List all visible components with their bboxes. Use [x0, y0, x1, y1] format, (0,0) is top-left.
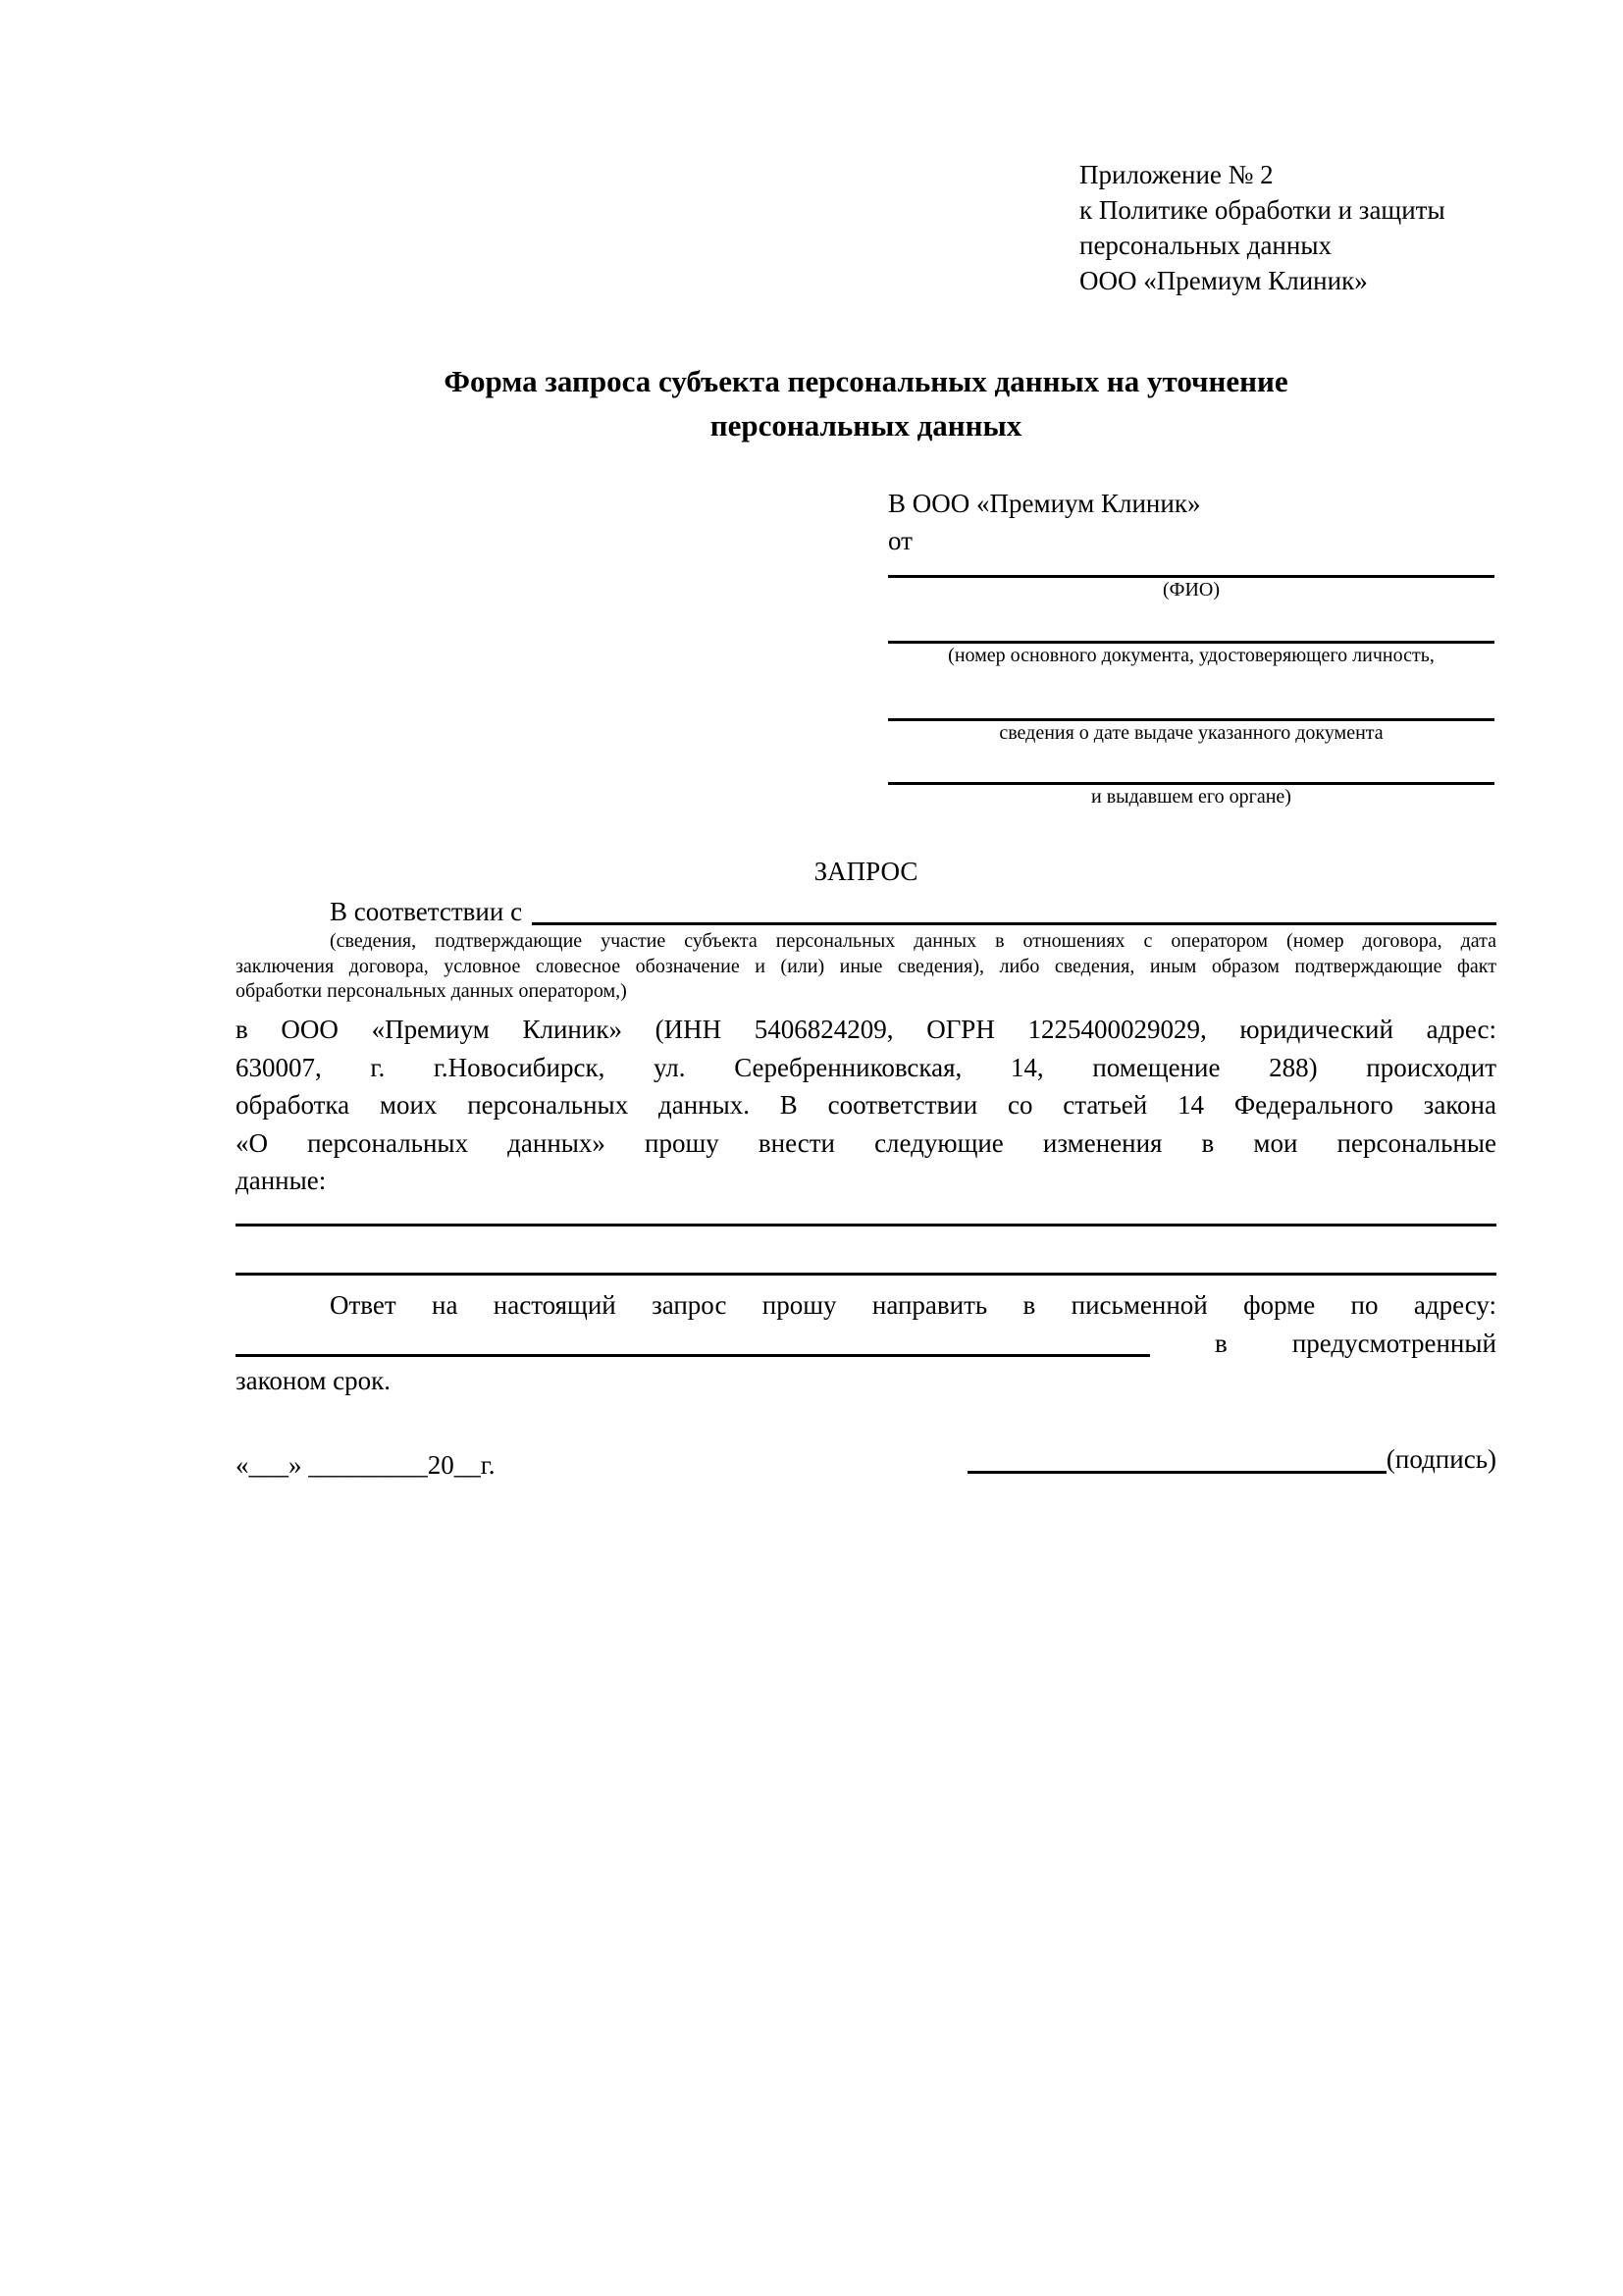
issue-date-blank-line [888, 667, 1494, 721]
body-line: в ООО «Премиум Клиник» (ИНН 5406824209, ОГРН 1225400029029, юридический адрес: [236, 1015, 1496, 1044]
addressee-block [888, 485, 1494, 809]
issuing-authority-caption: и выдавшем его органе) [1091, 786, 1291, 808]
fio-blank-line [888, 559, 1494, 578]
intro-line [236, 893, 1496, 930]
intro-footnote-line: обработки персональных данных оператором,) [236, 980, 627, 1002]
page-title [236, 359, 1496, 447]
doc-number-caption: (номер основного документа, удостоверяющего личность, [948, 645, 1435, 666]
reply-tail-word: в [1215, 1328, 1228, 1358]
intro-footnote [236, 929, 1496, 1005]
addressee-from-label: от [888, 526, 913, 555]
header-note-line: к Политике обработки и защиты [1079, 195, 1445, 225]
date-signature-row [236, 1440, 1496, 1484]
header-note-line: ООО «Премиум Клиник» [1079, 266, 1368, 295]
body-line: «О персональных данных» прошу внести следующие изменения в мои персональные [236, 1127, 1496, 1158]
basis-blank-line [532, 893, 1496, 925]
reply-line: Ответ на настоящий запрос прошу направить в письменной форме по адресу: [330, 1290, 1496, 1320]
intro-footnote-line: (сведения, подтверждающие участие субъекта персональных данных в отношениях с оператором (номер договора, дата [330, 930, 1496, 952]
reply-address-line [236, 1325, 1496, 1363]
reply-end: законом срок. [236, 1366, 392, 1395]
issuing-authority-blank-line [888, 745, 1494, 785]
page-title-line: Форма запроса субъекта персональных данных на уточнение [444, 364, 1288, 398]
changes-blank-line-2 [236, 1273, 1496, 1276]
intro-footnote-line: заключения договора, условное словесное обозначение и (или) иные сведения), либо сведения, иным образом подтверждающие факт [236, 955, 1496, 977]
fio-caption: (ФИО) [1162, 579, 1220, 600]
reply-paragraph [236, 1286, 1496, 1400]
body-line: данные: [236, 1166, 327, 1195]
signature-caption: (подпись) [1386, 1444, 1496, 1474]
header-note [1079, 157, 1445, 298]
reply-tail-word: предусмотренный [1291, 1328, 1496, 1358]
reply-address-blank-line [236, 1325, 1150, 1358]
header-note-line: Приложение № 2 [1079, 160, 1274, 189]
changes-blank-line-1 [236, 1224, 1496, 1226]
page-title-line: персональных данных [709, 408, 1022, 443]
body-line: 630007, г. г.Новосибирск, ул. Серебренниковская, 14, помещение 288) происходит [236, 1052, 1496, 1082]
signature-blank-line [968, 1440, 1387, 1474]
request-heading: ЗАПРОС [813, 857, 918, 886]
intro-prefix: В соответствии с [330, 897, 523, 926]
body-paragraph [236, 1011, 1496, 1200]
header-note-line: персональных данных [1079, 231, 1332, 260]
issue-date-caption: сведения о дате выдаче указанного документа [999, 722, 1384, 744]
body-line: обработка моих персональных данных. В соответствии со статьей 14 Федерального закона [236, 1090, 1496, 1120]
signature-group [968, 1440, 1496, 1478]
doc-number-blank-line [888, 601, 1494, 644]
date-blank: «___» _________20__г. [236, 1450, 496, 1480]
addressee-to: В ООО «Премиум Клиник» [888, 489, 1201, 518]
